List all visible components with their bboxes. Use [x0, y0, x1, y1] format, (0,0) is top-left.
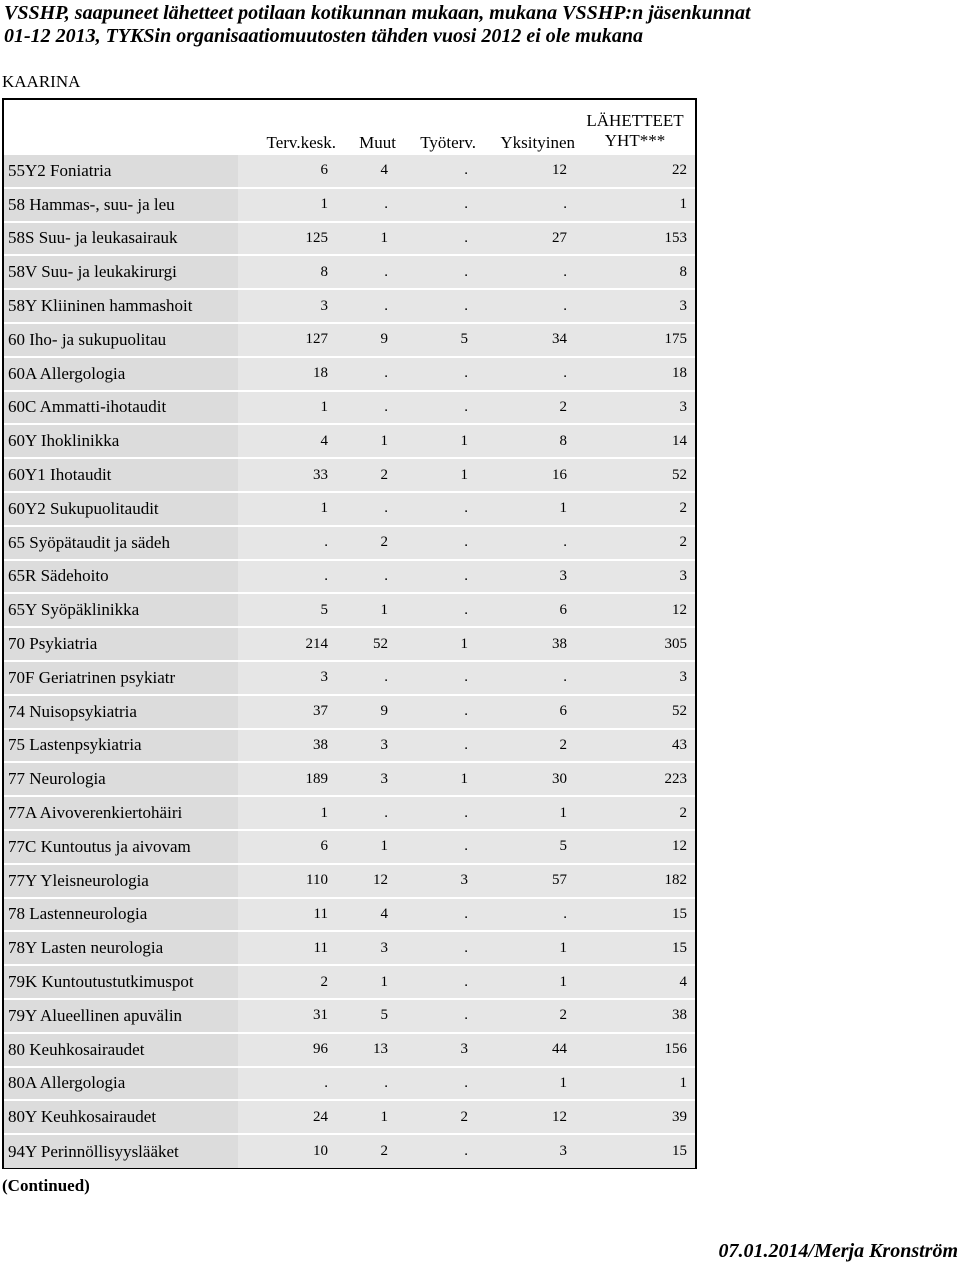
cell-terveyskeskus: 3	[238, 661, 336, 695]
cell-terveyskeskus: 214	[238, 627, 336, 661]
table-row	[4, 458, 695, 492]
row-specialty: 60 Iho- ja sukupuolitau	[4, 323, 238, 357]
cell-lahetteet-yht: 153	[575, 222, 695, 256]
cell-muut: 5	[336, 999, 396, 1033]
cell-yksityinen: 1	[476, 965, 575, 999]
cell-terveyskeskus: 1	[238, 796, 336, 830]
cell-muut: .	[336, 391, 396, 425]
cell-muut: 13	[336, 1033, 396, 1067]
cell-terveyskeskus: 11	[238, 931, 336, 965]
header-tyoterveys: Työterv.	[420, 133, 476, 152]
row-specialty: 78 Lastenneurologia	[4, 898, 238, 932]
cell-terveyskeskus: 1	[238, 492, 336, 526]
row-specialty: 65R Sädehoito	[4, 560, 238, 594]
cell-muut: 9	[336, 695, 396, 729]
cell-yksityinen: 1	[476, 931, 575, 965]
cell-tyoterveys: .	[396, 661, 476, 695]
cell-muut: .	[336, 357, 396, 391]
row-specialty: 58Y Kliininen hammashoit	[4, 289, 238, 323]
table-row	[4, 1134, 695, 1168]
cell-terveyskeskus: 1	[238, 188, 336, 222]
cell-lahetteet-yht: 38	[575, 999, 695, 1033]
row-specialty: 60Y Ihoklinikka	[4, 424, 238, 458]
cell-lahetteet-yht: 39	[575, 1100, 695, 1134]
cell-terveyskeskus: 37	[238, 695, 336, 729]
cell-muut: 1	[336, 222, 396, 256]
cell-tyoterveys: .	[396, 1067, 476, 1101]
cell-lahetteet-yht: 175	[575, 323, 695, 357]
cell-lahetteet-yht: 182	[575, 864, 695, 898]
date-signature: 07.01.2014/Merja Kronström	[718, 1240, 958, 1262]
cell-tyoterveys: 3	[396, 1033, 476, 1067]
row-specialty: 75 Lastenpsykiatria	[4, 729, 238, 763]
cell-tyoterveys: .	[396, 729, 476, 763]
table-row	[4, 762, 695, 796]
cell-tyoterveys: .	[396, 492, 476, 526]
cell-terveyskeskus: 2	[238, 965, 336, 999]
cell-yksityinen: 5	[476, 830, 575, 864]
cell-lahetteet-yht: 2	[575, 492, 695, 526]
cell-muut: 1	[336, 424, 396, 458]
header-lahetteet-line2: YHT***	[604, 131, 666, 150]
cell-tyoterveys: .	[396, 560, 476, 594]
cell-terveyskeskus: 6	[238, 830, 336, 864]
cell-lahetteet-yht: 223	[575, 762, 695, 796]
cell-lahetteet-yht: 52	[575, 458, 695, 492]
table-row	[4, 188, 695, 222]
table-row	[4, 729, 695, 763]
header-terveyskeskus: Terv.kesk.	[266, 133, 336, 152]
row-specialty: 80A Allergologia	[4, 1067, 238, 1101]
row-specialty: 80Y Keuhkosairaudet	[4, 1100, 238, 1134]
cell-lahetteet-yht: 1	[575, 188, 695, 222]
cell-lahetteet-yht: 18	[575, 357, 695, 391]
table-row	[4, 695, 695, 729]
cell-tyoterveys: .	[396, 898, 476, 932]
row-specialty: 65Y Syöpäklinikka	[4, 593, 238, 627]
cell-yksityinen: .	[476, 188, 575, 222]
cell-terveyskeskus: 24	[238, 1100, 336, 1134]
cell-muut: .	[336, 289, 396, 323]
cell-terveyskeskus: 127	[238, 323, 336, 357]
cell-tyoterveys: 1	[396, 762, 476, 796]
cell-terveyskeskus: 189	[238, 762, 336, 796]
cell-muut: .	[336, 661, 396, 695]
cell-lahetteet-yht: 156	[575, 1033, 695, 1067]
municipality-label: KAARINA	[2, 72, 81, 91]
row-specialty: 94Y Perinnöllisyyslääket	[4, 1134, 238, 1168]
row-specialty: 79Y Alueellinen apuvälin	[4, 999, 238, 1033]
cell-tyoterveys: .	[396, 999, 476, 1033]
cell-terveyskeskus: 96	[238, 1033, 336, 1067]
cell-lahetteet-yht: 3	[575, 661, 695, 695]
cell-muut: 9	[336, 323, 396, 357]
cell-terveyskeskus: 4	[238, 424, 336, 458]
row-specialty: 79K Kuntoutustutkimuspot	[4, 965, 238, 999]
cell-muut: .	[336, 796, 396, 830]
table-row	[4, 931, 695, 965]
cell-muut: .	[336, 492, 396, 526]
cell-muut: 52	[336, 627, 396, 661]
cell-tyoterveys: 1	[396, 627, 476, 661]
row-specialty: 77 Neurologia	[4, 762, 238, 796]
cell-lahetteet-yht: 15	[575, 931, 695, 965]
table-row	[4, 289, 695, 323]
row-specialty: 60A Allergologia	[4, 357, 238, 391]
cell-lahetteet-yht: 2	[575, 526, 695, 560]
cell-tyoterveys: 3	[396, 864, 476, 898]
cell-tyoterveys: 5	[396, 323, 476, 357]
cell-tyoterveys: .	[396, 965, 476, 999]
cell-muut: 1	[336, 830, 396, 864]
cell-terveyskeskus: 18	[238, 357, 336, 391]
header-lahetteet-line1: LÄHETTEET	[586, 111, 684, 130]
table-row	[4, 492, 695, 526]
referrals-table	[4, 100, 695, 1168]
table-header-row	[4, 100, 695, 154]
cell-yksityinen: 2	[476, 391, 575, 425]
cell-terveyskeskus: 8	[238, 255, 336, 289]
cell-yksityinen: 30	[476, 762, 575, 796]
cell-yksityinen: 27	[476, 222, 575, 256]
cell-lahetteet-yht: 3	[575, 391, 695, 425]
cell-tyoterveys: .	[396, 593, 476, 627]
cell-yksityinen: 57	[476, 864, 575, 898]
row-specialty: 77C Kuntoutus ja aivovam	[4, 830, 238, 864]
table-row	[4, 424, 695, 458]
cell-yksityinen: .	[476, 898, 575, 932]
cell-yksityinen: .	[476, 526, 575, 560]
table-row	[4, 898, 695, 932]
cell-yksityinen: 12	[476, 1100, 575, 1134]
row-specialty: 58V Suu- ja leukakirurgi	[4, 255, 238, 289]
cell-yksityinen: 2	[476, 999, 575, 1033]
cell-muut: 4	[336, 898, 396, 932]
cell-tyoterveys: .	[396, 289, 476, 323]
cell-lahetteet-yht: 22	[575, 154, 695, 188]
cell-yksityinen: 1	[476, 796, 575, 830]
report-title-line-2: 01-12 2013, TYKSin organisaatiomuutosten tähden vuosi 2012 ei ole mukana	[4, 25, 643, 47]
cell-tyoterveys: .	[396, 1134, 476, 1168]
row-specialty: 55Y2 Foniatria	[4, 154, 238, 188]
cell-terveyskeskus: 125	[238, 222, 336, 256]
cell-tyoterveys: .	[396, 830, 476, 864]
cell-yksityinen: 1	[476, 492, 575, 526]
cell-yksityinen: 3	[476, 560, 575, 594]
cell-muut: 3	[336, 729, 396, 763]
row-specialty: 77Y Yleisneurologia	[4, 864, 238, 898]
table-row	[4, 526, 695, 560]
cell-muut: 2	[336, 458, 396, 492]
table-row	[4, 560, 695, 594]
cell-muut: 3	[336, 931, 396, 965]
cell-terveyskeskus: 11	[238, 898, 336, 932]
row-specialty: 60Y2 Sukupuolitaudit	[4, 492, 238, 526]
row-specialty: 70F Geriatrinen psykiatr	[4, 661, 238, 695]
cell-terveyskeskus: .	[238, 560, 336, 594]
cell-lahetteet-yht: 43	[575, 729, 695, 763]
cell-muut: .	[336, 188, 396, 222]
cell-tyoterveys: .	[396, 526, 476, 560]
continued-label: (Continued)	[2, 1176, 90, 1195]
cell-terveyskeskus: 1	[238, 391, 336, 425]
cell-yksityinen: 2	[476, 729, 575, 763]
header-lahetteet-yht	[575, 100, 695, 154]
table-row	[4, 864, 695, 898]
cell-muut: 2	[336, 526, 396, 560]
cell-lahetteet-yht: 8	[575, 255, 695, 289]
table-row	[4, 830, 695, 864]
cell-muut: 1	[336, 965, 396, 999]
row-specialty: 70 Psykiatria	[4, 627, 238, 661]
cell-yksityinen: 6	[476, 593, 575, 627]
table-row	[4, 154, 695, 188]
cell-tyoterveys: .	[396, 391, 476, 425]
cell-yksityinen: .	[476, 255, 575, 289]
cell-lahetteet-yht: 15	[575, 1134, 695, 1168]
cell-muut: 1	[336, 593, 396, 627]
cell-tyoterveys: .	[396, 796, 476, 830]
cell-terveyskeskus: 33	[238, 458, 336, 492]
cell-lahetteet-yht: 2	[575, 796, 695, 830]
table-row	[4, 255, 695, 289]
row-specialty: 60Y1 Ihotaudit	[4, 458, 238, 492]
cell-yksityinen: 44	[476, 1033, 575, 1067]
cell-lahetteet-yht: 1	[575, 1067, 695, 1101]
cell-tyoterveys: .	[396, 188, 476, 222]
cell-tyoterveys: .	[396, 222, 476, 256]
table-row	[4, 627, 695, 661]
row-specialty: 58 Hammas-, suu- ja leu	[4, 188, 238, 222]
cell-lahetteet-yht: 305	[575, 627, 695, 661]
row-specialty: 74 Nuisopsykiatria	[4, 695, 238, 729]
cell-yksityinen: 8	[476, 424, 575, 458]
cell-yksityinen: 1	[476, 1067, 575, 1101]
cell-yksityinen: 12	[476, 154, 575, 188]
cell-lahetteet-yht: 3	[575, 560, 695, 594]
cell-muut: 1	[336, 1100, 396, 1134]
cell-terveyskeskus: 31	[238, 999, 336, 1033]
header-yksityinen: Yksityinen	[500, 133, 575, 152]
table-row	[4, 999, 695, 1033]
table-row	[4, 796, 695, 830]
row-specialty: 77A Aivoverenkiertohäiri	[4, 796, 238, 830]
cell-tyoterveys: .	[396, 255, 476, 289]
table-row	[4, 391, 695, 425]
cell-lahetteet-yht: 12	[575, 593, 695, 627]
cell-lahetteet-yht: 15	[575, 898, 695, 932]
table-row	[4, 965, 695, 999]
table-body	[4, 154, 695, 1168]
header-muut: Muut	[359, 133, 396, 152]
cell-terveyskeskus: 10	[238, 1134, 336, 1168]
row-specialty: 78Y Lasten neurologia	[4, 931, 238, 965]
table-row	[4, 357, 695, 391]
cell-tyoterveys: 2	[396, 1100, 476, 1134]
table-row	[4, 593, 695, 627]
table-row	[4, 1100, 695, 1134]
cell-tyoterveys: .	[396, 695, 476, 729]
cell-yksityinen: 34	[476, 323, 575, 357]
row-specialty: 65 Syöpätaudit ja sädeh	[4, 526, 238, 560]
cell-muut: 12	[336, 864, 396, 898]
table-row	[4, 661, 695, 695]
cell-lahetteet-yht: 3	[575, 289, 695, 323]
report-title-line-1: VSSHP, saapuneet lähetteet potilaan kotikunnan mukaan, mukana VSSHP:n jäsenkunnat	[4, 2, 751, 24]
cell-tyoterveys: .	[396, 357, 476, 391]
cell-lahetteet-yht: 52	[575, 695, 695, 729]
cell-yksityinen: .	[476, 357, 575, 391]
cell-tyoterveys: .	[396, 154, 476, 188]
table-row	[4, 1067, 695, 1101]
cell-yksityinen: 38	[476, 627, 575, 661]
cell-terveyskeskus: 3	[238, 289, 336, 323]
cell-terveyskeskus: .	[238, 1067, 336, 1101]
cell-tyoterveys: 1	[396, 424, 476, 458]
row-specialty: 60C Ammatti-ihotaudit	[4, 391, 238, 425]
cell-muut: 4	[336, 154, 396, 188]
cell-muut: .	[336, 560, 396, 594]
cell-terveyskeskus: 110	[238, 864, 336, 898]
cell-lahetteet-yht: 4	[575, 965, 695, 999]
header-specialty	[4, 100, 238, 154]
table-row	[4, 323, 695, 357]
cell-terveyskeskus: 6	[238, 154, 336, 188]
cell-yksityinen: 16	[476, 458, 575, 492]
cell-tyoterveys: .	[396, 931, 476, 965]
cell-yksityinen: .	[476, 289, 575, 323]
table-row	[4, 1033, 695, 1067]
cell-terveyskeskus: .	[238, 526, 336, 560]
row-specialty: 58S Suu- ja leukasairauk	[4, 222, 238, 256]
cell-muut: 2	[336, 1134, 396, 1168]
cell-tyoterveys: 1	[396, 458, 476, 492]
cell-yksityinen: 3	[476, 1134, 575, 1168]
cell-terveyskeskus: 5	[238, 593, 336, 627]
cell-muut: .	[336, 1067, 396, 1101]
row-specialty: 80 Keuhkosairaudet	[4, 1033, 238, 1067]
cell-lahetteet-yht: 12	[575, 830, 695, 864]
cell-terveyskeskus: 38	[238, 729, 336, 763]
cell-lahetteet-yht: 14	[575, 424, 695, 458]
cell-muut: 3	[336, 762, 396, 796]
cell-yksityinen: .	[476, 661, 575, 695]
cell-yksityinen: 6	[476, 695, 575, 729]
cell-muut: .	[336, 255, 396, 289]
table-row	[4, 222, 695, 256]
